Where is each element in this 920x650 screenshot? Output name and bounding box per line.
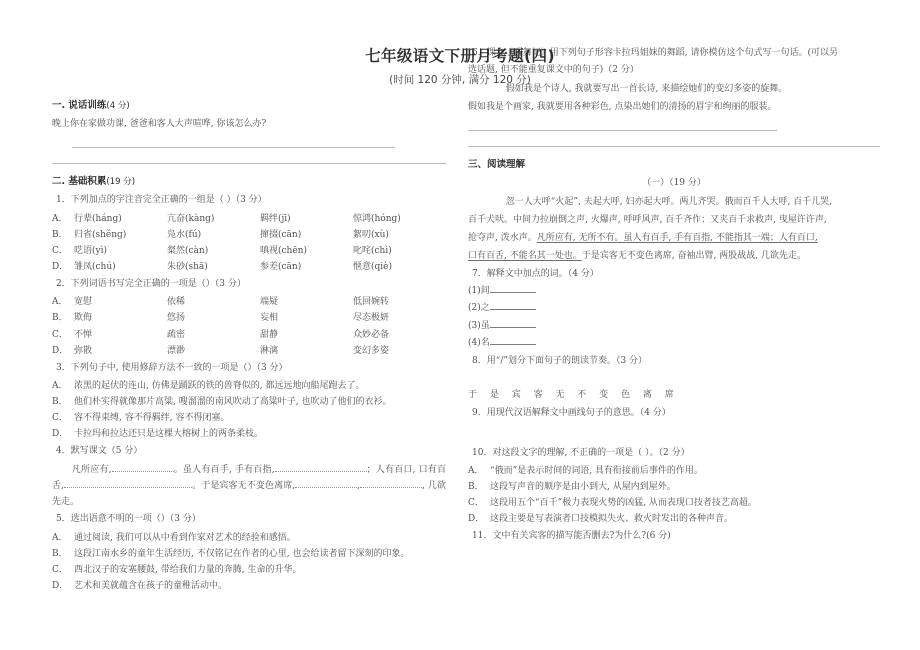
dictation-part: 。虽人有百手, 手有百指, — [173, 464, 275, 475]
answer-line[interactable] — [52, 163, 446, 164]
question-6-example-line-1: 假如我是个诗人, 我就要写出一首长诗, 来描绘她们的变幻多姿的旋舞。 — [505, 83, 788, 94]
question-1-stem: 1．下列加点的字注音完全正确的一组是（ ）（3 分） — [56, 195, 267, 206]
question-10-option-d[interactable] — [468, 511, 880, 527]
option-text: 他们朴实得就像那片高粱, 嗖溜溜的南风吹动了高粱叶子, 也吹动了他们的衣衫。 — [74, 397, 392, 408]
option-label: B． — [52, 313, 68, 324]
option-item: 众妙必备 — [353, 329, 390, 340]
passage-plain-text: 抢夺声, 泼水声。 — [468, 233, 537, 244]
option-label: D． — [52, 429, 69, 440]
option-label: C． — [52, 329, 68, 340]
fill-blank[interactable] — [112, 463, 174, 472]
option-item: 低回婉转 — [353, 297, 390, 308]
question-11-stem: 11．文中有关宾客的描写能否删去?为什么?(6 分) — [472, 531, 671, 542]
option-label: C． — [468, 498, 484, 509]
dictation-part: 。于是宾客无不变色离席, — [191, 480, 296, 491]
question-7-item-3[interactable] — [468, 319, 880, 334]
option-text: 这段江南水乡的童年生活经历, 不仅铭记在作者的心里, 也会给读者留下深刻的印象。 — [74, 548, 410, 559]
section-two-label: 二. 基础积累 — [52, 176, 107, 188]
passage-line-3 — [468, 230, 880, 246]
section-one-label: 一. 说话训练 — [52, 100, 107, 111]
option-label: B． — [468, 482, 484, 493]
option-item: 疏密 — [167, 329, 186, 340]
option-item: 参差(cān) — [260, 261, 302, 272]
option-item: 凫水(fú) — [167, 229, 202, 240]
question-3-option-d[interactable] — [52, 426, 446, 442]
option-item: 欺侮 — [74, 313, 93, 324]
fill-blank[interactable] — [64, 479, 192, 488]
question-10-option-a[interactable] — [468, 463, 880, 479]
dictation-part: ；人有百口, 口有百舌, — [52, 464, 446, 491]
question-8-sentence[interactable]: 于 是 宾 客 无 不 变 色 离 席 — [468, 390, 679, 401]
question-6-example-line-2: 假如我是个画家, 我就要用各种彩色, 点染出她们的清扬的眉宇和绚丽的服装。 — [468, 102, 777, 113]
page-subtitle: (时间 120 分钟, 满分 120 分) — [389, 74, 531, 86]
option-item: 悠扬 — [167, 313, 186, 324]
question-4-dictation-body — [52, 462, 446, 511]
question-7-stem: 7．解释文中加点的词。（4 分） — [472, 268, 599, 279]
option-label: C． — [52, 245, 68, 256]
option-label: D． — [52, 261, 69, 272]
option-item: 依稀 — [167, 297, 186, 308]
question-2-option-d[interactable] — [52, 343, 446, 359]
option-text: 艺术和美就蕴含在孩子的童稚活动中。 — [74, 580, 228, 591]
question-5-stem: 5．选出语意不明的一项（）（3 分） — [56, 514, 201, 525]
option-label: A． — [52, 213, 68, 224]
option-text: 这段主要是写表演者口技模拟失火、救火时发出的各种声音。 — [490, 514, 734, 525]
option-label: A． — [468, 466, 484, 477]
question-10-option-c[interactable] — [468, 495, 880, 511]
option-item: 亢奋(kàng) — [167, 213, 215, 224]
question-1-option-a[interactable] — [52, 211, 446, 227]
passage-line-2: 百千犬吠。中间力拉崩倒之声, 火爆声, 呼呼风声, 百千齐作；又夹百千求救声, 曳屋许许声, — [468, 214, 827, 225]
option-label: D． — [468, 514, 485, 525]
option-item: 朱砂(shā) — [167, 261, 208, 272]
question-3-option-a[interactable] — [52, 378, 446, 394]
option-text: 西北汉子的安塞腰鼓, 带给我们力量的奔腾, 生命的升华。 — [74, 564, 302, 575]
passage-line-1: 忽一人大呼“火起”, 夫起大呼, 妇亦起大呼。两儿齐哭。俄而百千人大呼, 百千儿哭, — [505, 196, 833, 207]
question-5-option-a[interactable] — [52, 530, 446, 546]
option-item: 嗔视(chēn) — [260, 245, 307, 256]
option-label: D． — [52, 580, 69, 591]
question-2-stem: 2．下列词语书写完全正确的一项是（）（3 分） — [56, 279, 246, 289]
vocab-label: (1)间 — [468, 286, 490, 296]
speaking-prompt: 晚上你在家做功课, 爸爸和客人大声喧哗, 你该怎么办? — [52, 119, 267, 129]
section-two-points: (19 分) — [106, 177, 136, 188]
option-item: 端疑 — [260, 297, 279, 308]
question-1-option-b[interactable] — [52, 227, 446, 243]
question-3-option-c[interactable] — [52, 410, 446, 426]
vocab-label: (4)名 — [468, 338, 490, 349]
question-10-option-b[interactable] — [468, 479, 880, 495]
option-item: 惬意(qiè) — [353, 261, 392, 272]
option-item: 呓语(yì) — [74, 245, 107, 256]
vocab-label: (2)之 — [468, 303, 490, 314]
passage-underlined-text: 口有百舌, 不能名其一处也。 — [468, 251, 582, 262]
option-item: 漂渺 — [167, 345, 186, 356]
answer-line[interactable] — [468, 130, 777, 131]
option-item: 甜静 — [260, 329, 279, 340]
question-2-option-b[interactable] — [52, 310, 446, 326]
option-label: C． — [52, 564, 68, 575]
passage-line-4 — [468, 248, 880, 264]
question-5-option-c[interactable] — [52, 562, 446, 578]
option-item: 叱咤(chì) — [353, 245, 392, 256]
option-label: C． — [52, 413, 68, 424]
vocab-blank[interactable] — [490, 302, 536, 310]
option-label: B． — [52, 229, 68, 240]
vocab-blank[interactable] — [490, 285, 536, 293]
option-item: 行辈(háng) — [74, 213, 122, 224]
option-item: 变幻多姿 — [353, 345, 390, 356]
section-heading-basics — [52, 173, 446, 187]
question-7-item-4[interactable] — [468, 336, 880, 351]
question-5-option-d[interactable] — [52, 578, 446, 594]
dictation-part: , — [357, 480, 361, 491]
option-item: 雏凤(chú) — [74, 261, 116, 272]
question-9-stem: 9．用现代汉语解释文中画线句子的意思。（4 分） — [472, 408, 671, 419]
option-item: 归省(shěng) — [74, 229, 127, 240]
option-text: 容不得束缚, 容不得羁绊, 容不得闭塞。 — [74, 413, 230, 424]
option-label: A． — [52, 381, 68, 391]
dictation-part: 凡所应有, — [71, 464, 112, 475]
passage-plain-text: 于是宾客无不变色离席, 奋袖出臂, 两股战战, 几欲先走。 — [581, 251, 806, 262]
passage-underlined-text: 凡所应有, 无所不有。虽人有百手, 手有百指, 不能指其一端；人有百口, — [536, 233, 818, 244]
option-item: 撺掇(cān) — [260, 229, 302, 240]
reading-subheading: （一）（19 分） — [642, 178, 706, 189]
option-text: 这段写声音的顺序是由小到大, 从屋内到屋外。 — [490, 482, 676, 493]
option-item: 絮叨(xù) — [353, 229, 389, 240]
page-title: 七年级语文下册月考题(四) — [365, 47, 555, 65]
option-item: 妄相 — [260, 313, 279, 324]
option-item: 弥散 — [74, 345, 93, 356]
option-item: 不惮 — [74, 329, 93, 340]
vocab-label: (3)虽 — [468, 320, 490, 331]
question-4-stem: 4．默写课文（5 分） — [56, 446, 143, 457]
question-1-option-c[interactable] — [52, 243, 446, 259]
option-label: A． — [52, 297, 68, 308]
option-text: 浓黑的起伏的连山, 仿佛是踊跃的铁的兽脊似的, 都远远地向船尾跑去了。 — [74, 381, 365, 391]
question-6-stem: 6．课文《观舞记》用下列句子形容卡拉玛姐妹的舞蹈, 请你模仿这个句式写一句话。(可以另 — [472, 48, 838, 58]
fill-blank[interactable] — [295, 479, 357, 488]
option-item: 惊鸿(hóng) — [353, 213, 401, 224]
option-text: 卡拉玛和拉达还只是这棵大榕树上的两条柔枝。 — [74, 429, 264, 440]
question-7-item-1[interactable] — [468, 284, 880, 299]
vocab-blank[interactable] — [490, 320, 536, 328]
question-6-stem-continued: 选话题, 但不能重复课文中的句子)（2 分） — [468, 65, 639, 76]
question-3-stem: 3．下列句子中, 使用修辞方法不一致的一项是（）（3 分） — [56, 362, 288, 373]
answer-line[interactable] — [72, 147, 395, 148]
question-7-item-2[interactable] — [468, 301, 880, 316]
question-10-stem: 10．对这段文字的理解, 不正确的一项是（ ）。（2 分） — [472, 447, 690, 458]
option-item: 宽慰 — [74, 297, 93, 308]
question-8-stem: 8．用“/”划分下面句子的朗读节奏。（3 分） — [472, 355, 648, 366]
option-text: “俄而”是表示时间的词语, 具有衔接前后事件的作用。 — [490, 466, 703, 477]
fill-blank[interactable] — [360, 479, 422, 488]
option-item: 尽态极妍 — [353, 313, 390, 324]
dictation-part: , 几欲先走。 — [52, 480, 446, 507]
question-9-answer-space[interactable] — [468, 424, 880, 444]
option-item: 粲然(càn) — [167, 245, 209, 256]
option-label: B． — [52, 397, 68, 408]
question-5-option-b[interactable] — [52, 546, 446, 562]
section-one-points: (4 分) — [106, 101, 130, 111]
answer-line[interactable] — [468, 146, 880, 147]
option-text: 通过阅读, 我们可以从中看到作家对艺术的经验和感悟。 — [74, 532, 296, 543]
question-2-option-a[interactable] — [52, 294, 446, 310]
option-item: 淋漓 — [260, 345, 279, 356]
option-text: 这段用五个“百千”极力表现火势的凶猛, 从而表现口技者技艺高超。 — [490, 498, 757, 509]
vocab-blank[interactable] — [490, 337, 536, 345]
question-3-option-b[interactable] — [52, 394, 446, 410]
option-label: D． — [52, 345, 69, 356]
section-heading-reading: 三、阅读理解 — [468, 159, 526, 171]
option-label: B． — [52, 548, 68, 559]
option-label: A． — [52, 532, 68, 543]
option-item: 羁绊(jī) — [260, 213, 291, 224]
question-1-option-d[interactable] — [52, 259, 446, 275]
question-2-option-c[interactable] — [52, 327, 446, 343]
fill-blank[interactable] — [275, 463, 367, 472]
